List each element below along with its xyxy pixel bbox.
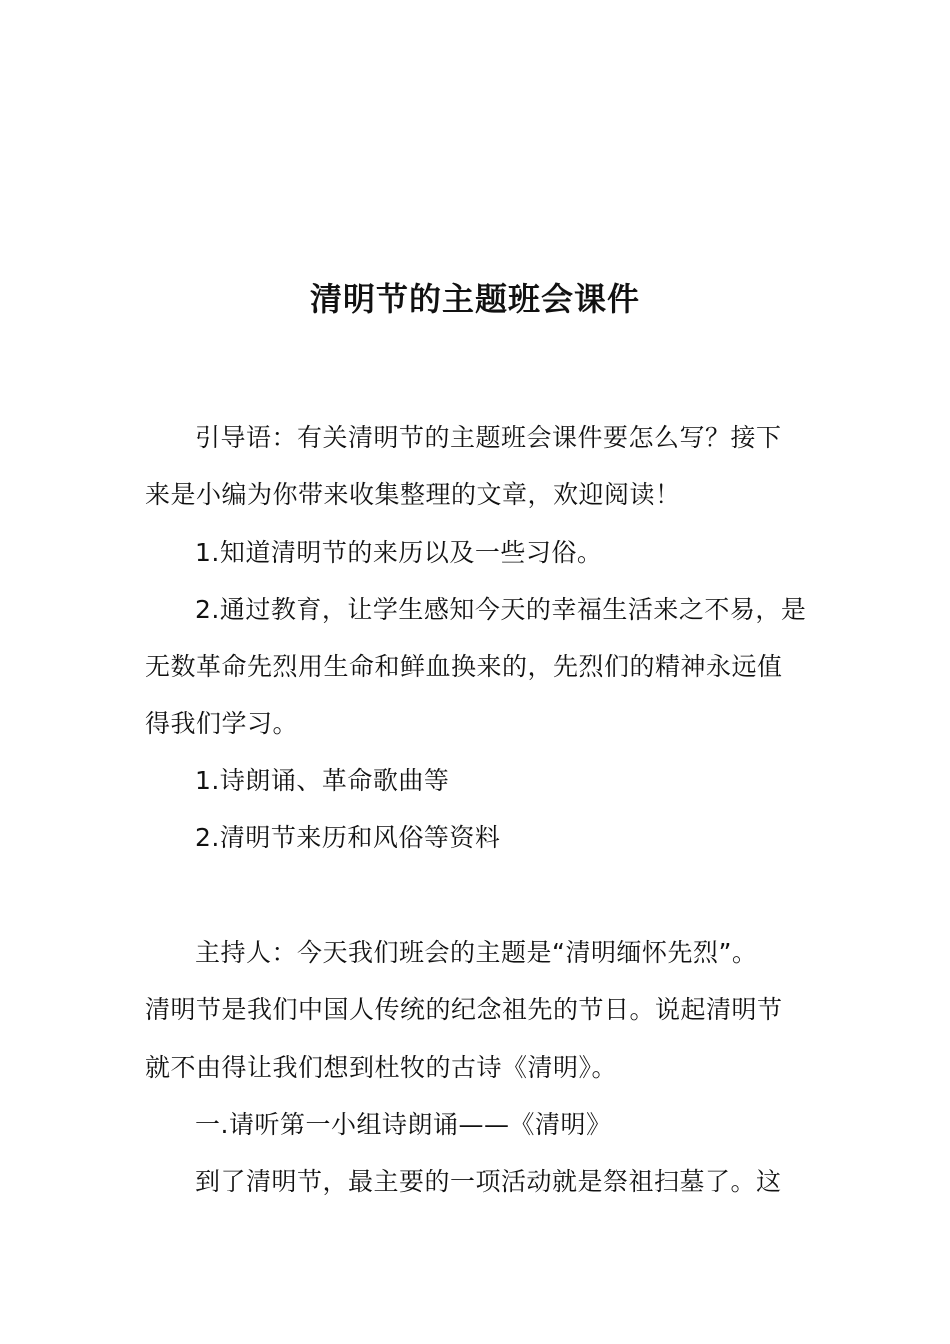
paragraph-line: 1.诗朗诵、革命歌曲等 [195,766,450,795]
paragraph-line: 清明节是我们中国人传统的纪念祖先的节日。说起清明节 [145,995,783,1024]
paragraph-line: 引导语：有关清明节的主题班会课件要怎么写？接下 [195,423,782,452]
paragraph-line: 1.知道清明节的来历以及一些习俗。 [195,538,603,567]
paragraph-line: 就不由得让我们想到杜牧的古诗《清明》。 [145,1053,618,1082]
paragraph-line: 2.清明节来历和风俗等资料 [195,823,501,852]
paragraph-line: 一.请听第一小组诗朗诵——《清明》 [195,1110,612,1139]
paragraph-line: 得我们学习。 [145,709,299,738]
paragraph-line: 主持人：今天我们班会的主题是“清明缅怀先烈”。 [195,938,758,967]
paragraph-line: 来是小编为你带来收集整理的文章，欢迎阅读！ [145,480,681,509]
document-title: 清明节的主题班会课件 [309,280,640,318]
paragraph-line: 到了清明节，最主要的一项活动就是祭祖扫墓了。这 [195,1167,782,1196]
paragraph-line: 无数革命先烈用生命和鲜血换来的，先烈们的精神永远值 [145,652,783,681]
paragraph-line: 2.通过教育，让学生感知今天的幸福生活来之不易，是 [195,595,807,624]
